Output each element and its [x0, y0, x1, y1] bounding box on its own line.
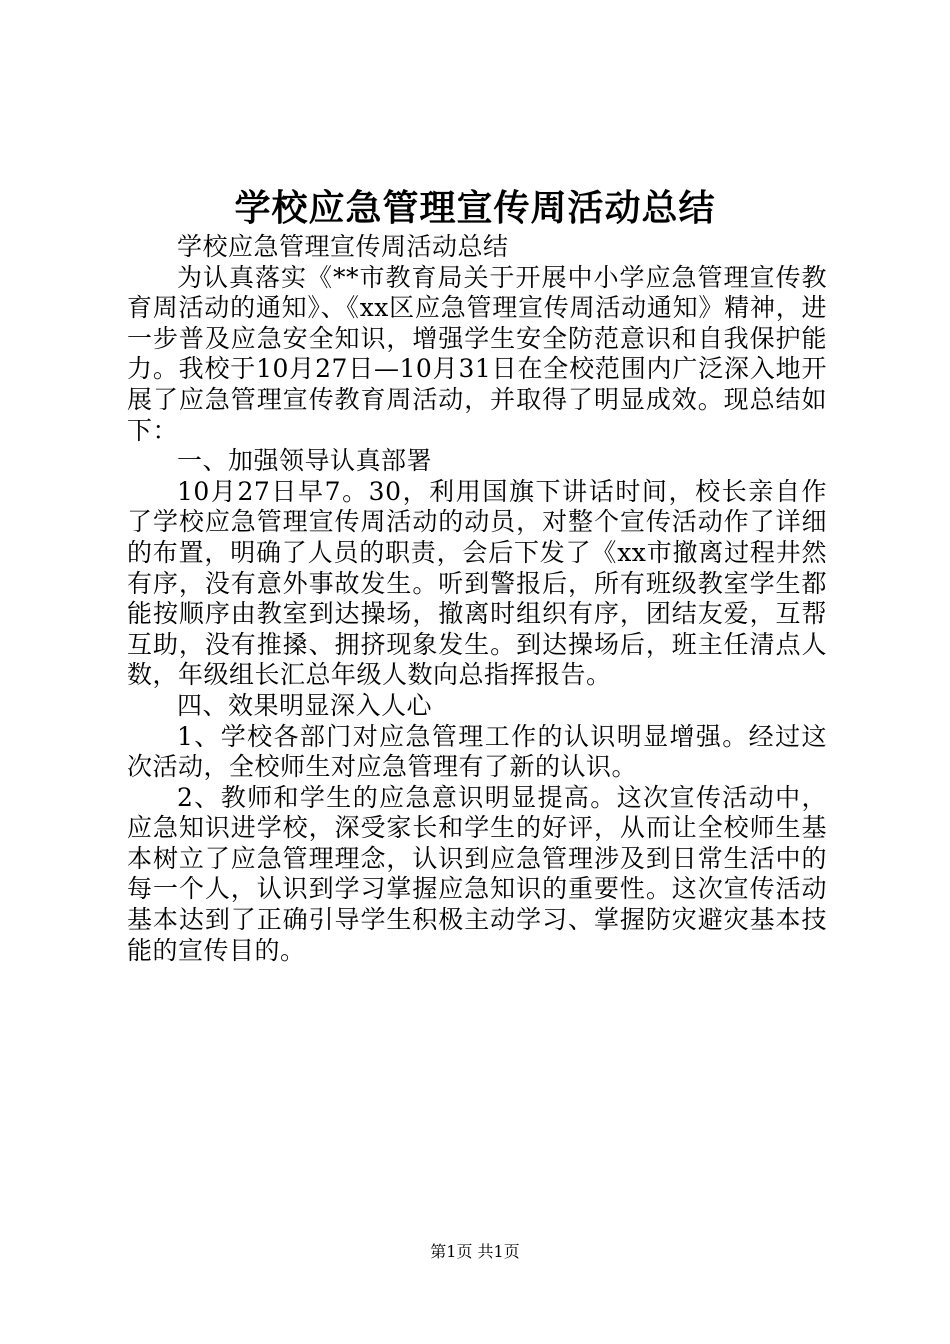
page-footer: 第1页 共1页 [430, 1242, 520, 1261]
document-body [127, 232, 827, 966]
document-title: 学校应急管理宣传周活动总结 [234, 187, 716, 229]
result-item-1: 1、学校各部门对应急管理工作的认识明显增强。经过这次活动，全校师生对应急管理有了新的认识。 [127, 721, 827, 782]
result-item-2: 2、教师和学生的应急意识明显提高。这次宣传活动中，应急知识进学校，深受家长和学生的好评，从而让全校师生基本树立了应急管理理念，认识到应急管理涉及到日常生活中的每一个人，认识到学习掌握应急知识的重要性。这次宣传活动基本达到了正确引导学生积极主动学习、掌握防灾避灾基本技能的宣传目的。 [127, 782, 827, 965]
section-heading-1: 一、加强领导认真部署 [177, 446, 433, 476]
section-heading-4: 四、效果明显深入人心 [177, 690, 433, 720]
intro-paragraph: 为认真落实《**市教育局关于开展中小学应急管理宣传教育周活动的通知》、《xx区应急管理宣传周活动通知》精神，进一步普及应急安全知识，增强学生安全防范意识和自我保护能力。我校于10月27日—10月31日在全校范围内广泛深入地开展了应急管理宣传教育周活动，并取得了明显成效。现总结如下： [127, 262, 827, 445]
section-1-paragraph: 10月27日早7。30，利用国旗下讲话时间，校长亲自作了学校应急管理宣传周活动的动员，对整个宣传活动作了详细的布置，明确了人员的职责，会后下发了《xx市撤离过程井然有序，没有意外事故发生。听到警报后，所有班级教室学生都能按顺序由教室到达操场，撤离时组织有序，团结友爱，互帮互助，没有推搡、拥挤现象发生。到达操场后，班主任清点人数，年级组长汇总年级人数向总指挥报告。 [127, 476, 827, 690]
subtitle-paragraph: 学校应急管理宣传周活动总结 [177, 232, 509, 261]
